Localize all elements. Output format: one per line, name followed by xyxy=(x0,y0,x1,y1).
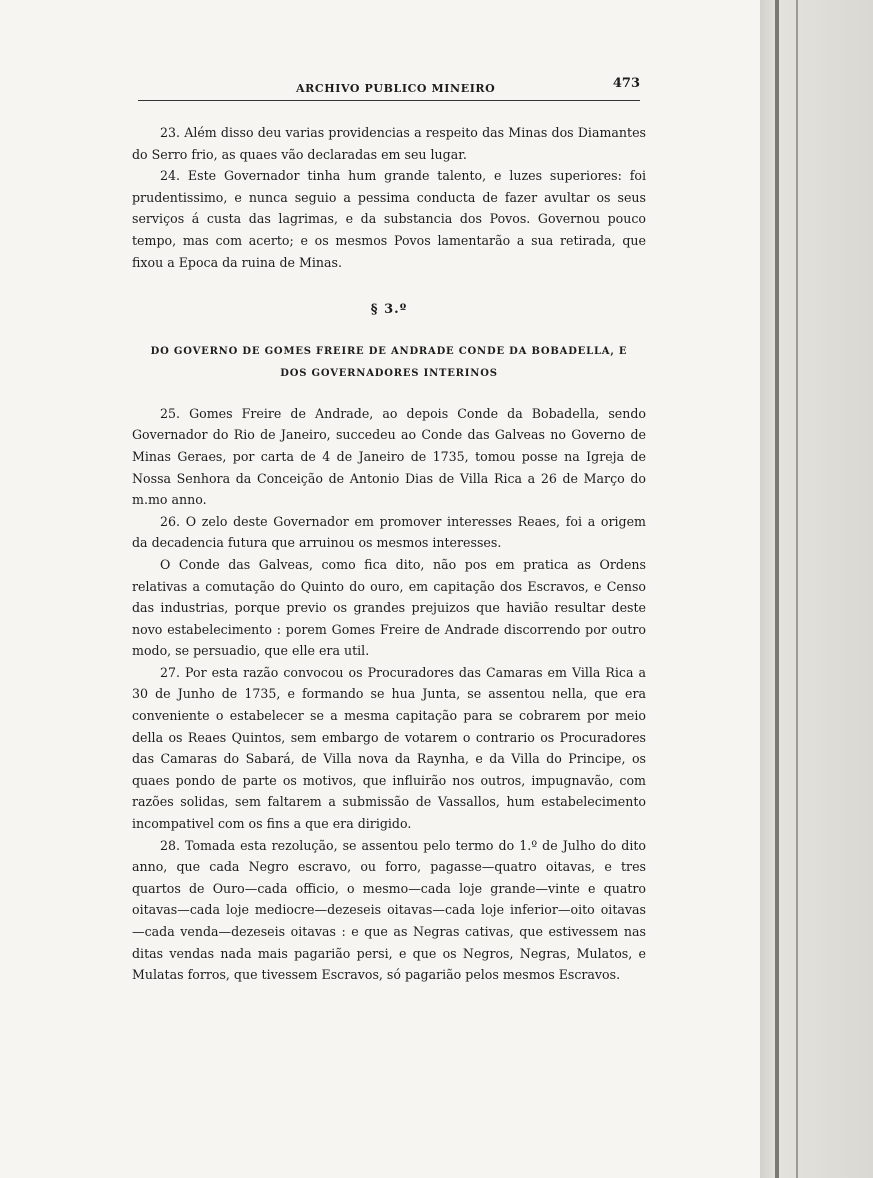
page-body xyxy=(132,122,646,986)
paragraph-28: 28. Tomada esta rezolução, se assentou pelo termo do 1.º de Julho do dito anno, que cada Negro escravo, ou forro, pagasse—quatro oitavas, e tres quartos de Ouro—cada officio, o mesmo—cada loje grande—vinte e quatro oitavas—cada loje mediocre—dezeseis oitavas—cada loje inferior—oito oitavas—cada venda—dezeseis oitavas : e que as Negras cativas, que estivessem nas ditas vendas nada mais pagarião persi, e que os Negros, Negras, Mulatos, e Mulatas forros, que tivessem Escravos, só pagarião pelos mesmos Escravos. xyxy=(132,837,646,983)
paragraph-24: 24. Este Governador tinha hum grande talento, e luzes superiores: foi prudentissimo, e nunca seguio a pessima conducta de fazer avultar os seus serviços á custa das lagrimas, e da substancia dos Povos. Governou pouco tempo, mas com acerto; e os mesmos Povos lamentarão a sua retirada, que fixou a Epoca da ruina de Minas. xyxy=(132,168,646,270)
chapter-title xyxy=(132,341,646,385)
chapter-title-line-2: DOS GOVERNADORES INTERINOS xyxy=(280,367,498,379)
paragraph-27: 27. Por esta razão convocou os Procuradores das Camaras em Villa Rica a 30 de Junho de 1735, e formando se hua Junta, se assentou nella, que era conveniente o estabelecer se a mesma capitação para se cobrarem por meio della os Reaes Quintos, sem embargo de votarem o contrario os Procuradores das Camaras do Sabará, de Villa nova da Raynha, e da Villa do Principe, os quaes pondo de parte os motivos, que influirão nos outros, impugnavão, com razões solidas, sem faltarem a submissão de Vassallos, hum estabelecimento incompativel com os fins a que era dirigido. xyxy=(132,664,646,832)
page-number: 473 xyxy=(612,76,640,91)
paragraph-23: 23. Além disso deu varias providencias a respeito das Minas dos Diamantes do Serro frio, as quaes vão declaradas em seu lugar. xyxy=(132,125,646,162)
running-head: ARCHIVO PUBLICO MINEIRO xyxy=(296,82,496,95)
header-rule xyxy=(138,100,640,101)
paragraph-25: 25. Gomes Freire de Andrade, ao depois Conde da Bobadella, sendo Governador do Rio de Janeiro, succedeu ao Conde das Galveas no Governo de Minas Geraes, por carta de 4 de Janeiro de 1735, tomou posse na Igreja de Nossa Senhora da Conceição de Antonio Dias de Villa Rica a 26 de Março do m.mo anno. xyxy=(132,405,646,508)
binding-edge xyxy=(775,0,779,1178)
section-mark: § 3.º xyxy=(370,302,408,318)
chapter-title-line-1: DO GOVERNO DE GOMES FREIRE DE ANDRADE CONDE DA BOBADELLA, E xyxy=(150,345,628,357)
paragraph-26: 26. O zelo deste Governador em promover interesses Reaes, foi a origem da decadencia futura que arruinou os mesmos interesses. xyxy=(132,513,646,551)
paragraph-26-continued: O Conde das Galveas, como fica dito, não pos em pratica as Ordens relativas a comutação do Quinto do ouro, em capitação dos Escravos, e Censo das industrias, porque previo os grandes prejuizos que havião resultar deste novo estabelecimento : porem Gomes Freire de Andrade discorrendo por outro modo, se persuadio, que elle era util. xyxy=(132,556,646,659)
page-header xyxy=(138,76,640,98)
binding-edge-secondary xyxy=(796,0,798,1178)
